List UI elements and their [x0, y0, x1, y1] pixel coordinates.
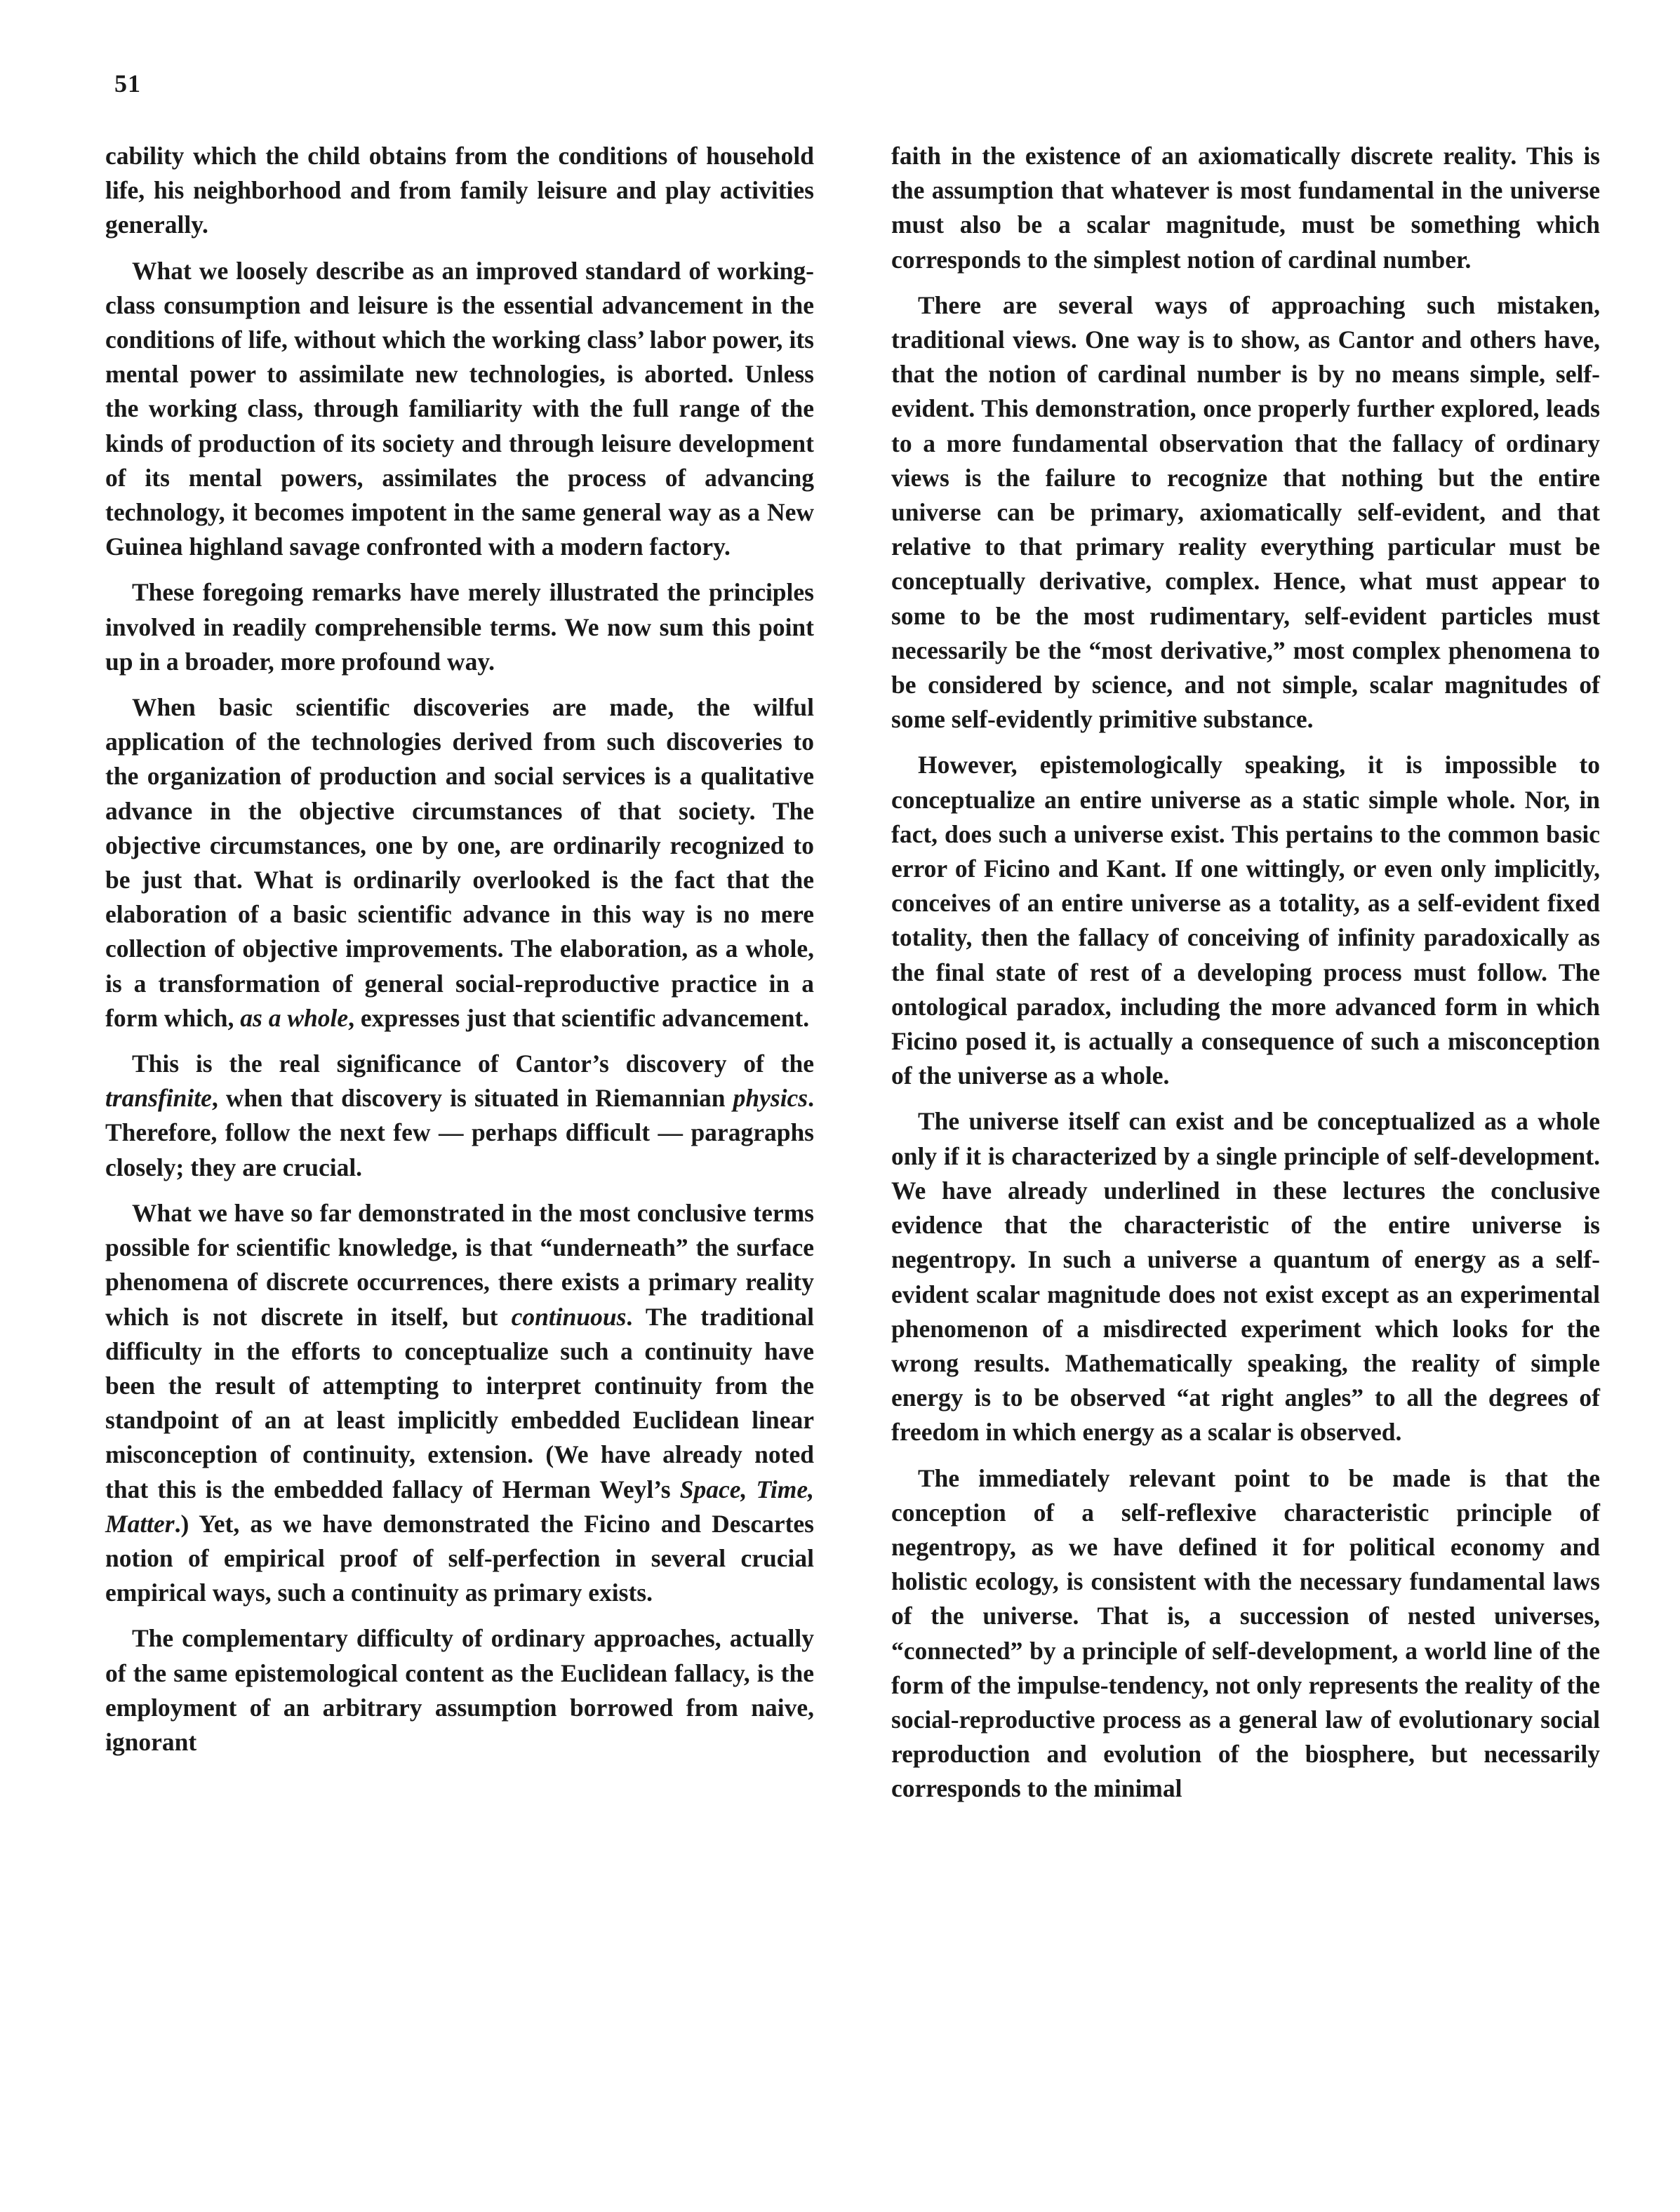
- paragraph: There are several ways of approaching such mistaken, traditional views. One way is to show, as Cantor and others have, that the notion of cardinal number is by no means simple, self-evident. This demonstration, once properly further explored, leads to a more fundamental observation that the fallacy of ordinary views is the failure to recognize that nothing but the entire universe can be primary, axiomatically self-evident, and that relative to that primary reality everything particular must be conceptually derivative, complex. Hence, what must appear to some to be the most rudimentary, self-evident particles must necessarily be the “most derivative,” most complex phenomena to be considered by science, and not simple, scalar magnitudes of some self-evidently primitive substance.: [891, 290, 1600, 734]
- emphasis-text: as a whole: [240, 1003, 349, 1032]
- emphasis-text: transfinite: [105, 1084, 212, 1113]
- emphasis-text: Space, Time, Matter: [105, 1475, 815, 1538]
- paragraph: cability which the child obtains from the conditions of household life, his neighborhood and from family leisure and play activities generally.: [105, 142, 814, 239]
- paragraph-text: .) Yet, as we have demonstrated the Ficino and Descartes notion of empirical proof of self-perfection in several crucial empirical ways, such a continuity as primary exists.: [105, 1509, 814, 1607]
- paragraph-text: When basic scientific discoveries are made, the wilful application of the technologies derived from such discoveries to the organization of production and social services is a qualitative advance in the objective circumstances of that society. The objective circumstances, one by one, are ordinarily recognized to be just that. What is ordinarily overlooked is the fact that the elaboration of a basic scientific advance in this way is no mere collection of objective improvements. The elaboration, as a whole, is a transformation of general social-reproductive practice in a form which,: [105, 693, 814, 1032]
- paragraph-text: , expresses just that scientific advancement.: [348, 1003, 810, 1032]
- emphasis-text: physics: [733, 1084, 808, 1113]
- paragraph: [105, 1196, 814, 1610]
- left-column: [105, 139, 814, 1771]
- paragraph-text: What we have so far demonstrated in the most conclusive terms possible for scientific knowledge, is that “underneath” the surface phenomena of discrete occurrences, there exists a primary reality which is not discrete in itself, but: [105, 1198, 814, 1331]
- paragraph: [105, 690, 814, 1035]
- paragraph: What we loosely describe as an improved standard of working-class consumption and leisure is the essential advancement in the conditions of life, without which the working class’ labor power, its mental power to assimilate new technologies, is aborted. Unless the working class, through familiarity with the full range of the kinds of production of its society and through leisure development of its mental powers, assimilates the process of advancing technology, it becomes impotent in the same general way as a New Guinea highland savage confronted with a modern factory.: [105, 256, 814, 561]
- paragraph: However, epistemologically speaking, it is impossible to conceptualize an entire universe as a static simple whole. Nor, in fact, does such a universe exist. This pertains to the common basic error of Ficino and Kant. If one wittingly, or even only implicitly, conceives of an entire universe as a totality, as a self-evident fixed totality, then the fallacy of conceiving of infinity paradoxically as the final state of rest of a developing process must follow. The ontological paradox, including the more advanced form in which Ficino posed it, is actually a consequence of such a misconception of the universe as a whole.: [891, 751, 1600, 1090]
- paragraph: The complementary difficulty of ordinary approaches, actually of the same epistemological content as the Euclidean fallacy, is the employment of an arbitrary assumption borrowed from naive, ignorant: [105, 1624, 814, 1756]
- paragraph: These foregoing remarks have merely illustrated the principles involved in readily comprehensible terms. We now sum this point up in a broader, more profound way.: [105, 578, 814, 676]
- paragraph-text: , when that discovery is situated in Riemannian: [211, 1084, 726, 1113]
- right-column: [891, 139, 1600, 1818]
- paragraph: The universe itself can exist and be conceptualized as a whole only if it is characterized by a single principle of self-development. We have already underlined in these lectures the conclusive evidence that the characteristic of the entire universe is negentropy. In such a universe a quantum of energy as a self-evident scalar magnitude does not exist except as an experimental phenomenon of a misdirected experiment which looks for the wrong results. Mathematically speaking, the reality of simple energy is to be observed “at right angles” to all the degrees of freedom in which energy as a scalar is observed.: [891, 1107, 1600, 1447]
- paragraph-text: This is the real significance of Cantor’s discovery of the: [132, 1050, 814, 1078]
- page-number: 51: [114, 69, 141, 98]
- paragraph-text: . Therefore, follow the next few — perhaps difficult — paragraphs closely; they are crucial.: [105, 1084, 814, 1181]
- paragraph-text: . The traditional difficulty in the efforts to conceptualize such a continuity have been the result of attempting to interpret continuity from the standpoint of an at least implicitly embedded Euclidean linear misconception of continuity, extension. (We have already noted that this is the embedded fallacy of Herman Weyl’s: [105, 1302, 814, 1503]
- emphasis-text: continuous: [511, 1302, 627, 1331]
- paragraph: faith in the existence of an axiomatically discrete reality. This is the assumption that whatever is most fundamental in the universe must also be a scalar magnitude, must be something which corresponds to the simplest notion of cardinal number.: [891, 142, 1600, 274]
- paragraph: The immediately relevant point to be made is that the conception of a self-reflexive characteristic principle of negentropy, as we have defined it for political economy and holistic ecology, is consistent with the necessary fundamental laws of the universe. That is, a succession of nested universes, “connected” by a principle of self-development, a world line of the form of the impulse-tendency, not only represents the reality of the social-reproductive process as a general law of evolutionary social reproduction and evolution of the biosphere, but necessarily corresponds to the minimal: [891, 1463, 1600, 1803]
- paragraph: [105, 1047, 814, 1185]
